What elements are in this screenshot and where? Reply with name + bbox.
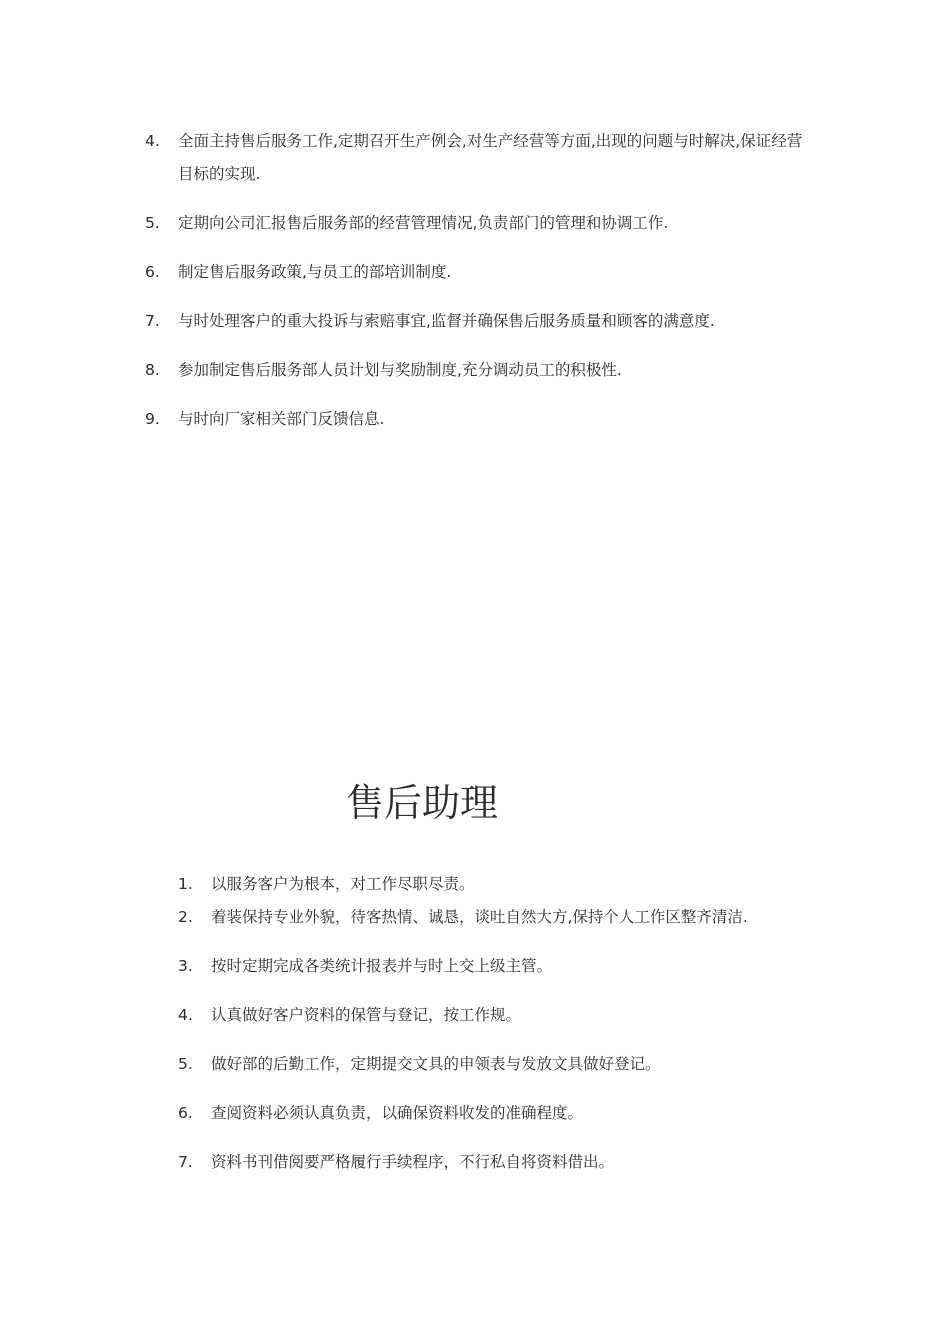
item-text: 与时向厂家相关部门反馈信息.	[178, 410, 385, 428]
list-item	[145, 354, 815, 387]
item-text: 查阅资料必须认真负责，以确保资料收发的准确程度。	[211, 1104, 584, 1122]
item-number: 3.	[178, 957, 193, 975]
duties-list-top	[145, 125, 815, 452]
item-text: 以服务客户为根本，对工作尽职尽责。	[211, 875, 475, 893]
section-title: 售后助理	[346, 781, 499, 825]
item-number: 6.	[178, 1104, 193, 1122]
list-item	[145, 403, 815, 436]
item-number: 4.	[178, 1006, 193, 1024]
item-text: 定期向公司汇报售后服务部的经营管理情况,负责部门的管理和协调工作.	[178, 214, 669, 232]
list-item	[178, 950, 818, 983]
item-text: 参加制定售后服务部人员计划与奖励制度,充分调动员工的积极性.	[178, 361, 622, 379]
duties-list-bottom	[178, 868, 818, 1195]
item-text: 着装保持专业外貌，待客热情、诚恳，谈吐自然大方,保持个人工作区整齐清洁.	[211, 908, 748, 926]
item-text: 与时处理客户的重大投诉与索赔事宜,监督并确保售后服务质量和顾客的满意度.	[178, 312, 715, 330]
list-item	[145, 256, 815, 289]
item-number: 7.	[178, 1153, 193, 1171]
list-item	[178, 901, 818, 934]
item-number: 4.	[145, 132, 160, 150]
list-item	[145, 207, 815, 240]
list-item	[178, 1146, 818, 1179]
item-number: 5.	[178, 1055, 193, 1073]
item-number: 9.	[145, 410, 160, 428]
item-number: 7.	[145, 312, 160, 330]
item-text: 资料书刊借阅要严格履行手续程序，不行私自将资料借出。	[211, 1153, 615, 1171]
item-number: 2.	[178, 908, 193, 926]
item-number: 6.	[145, 263, 160, 281]
item-number: 1.	[178, 875, 193, 893]
item-text: 做好部的后勤工作，定期提交文具的申领表与发放文具做好登记。	[211, 1055, 661, 1073]
list-item	[178, 999, 818, 1032]
list-item	[145, 125, 815, 191]
item-text: 全面主持售后服务工作,定期召开生产例会,对生产经营等方面,出现的问题与时解决,保证经营目标的实现.	[178, 132, 803, 183]
item-text: 制定售后服务政策,与员工的部培训制度.	[178, 263, 452, 281]
list-item	[178, 1097, 818, 1130]
list-item	[178, 868, 818, 901]
list-item	[178, 1048, 818, 1081]
list-item	[145, 305, 815, 338]
item-number: 8.	[145, 361, 160, 379]
item-number: 5.	[145, 214, 160, 232]
item-text: 按时定期完成各类统计报表并与时上交上级主管。	[211, 957, 553, 975]
item-text: 认真做好客户资料的保管与登记，按工作规。	[211, 1006, 522, 1024]
